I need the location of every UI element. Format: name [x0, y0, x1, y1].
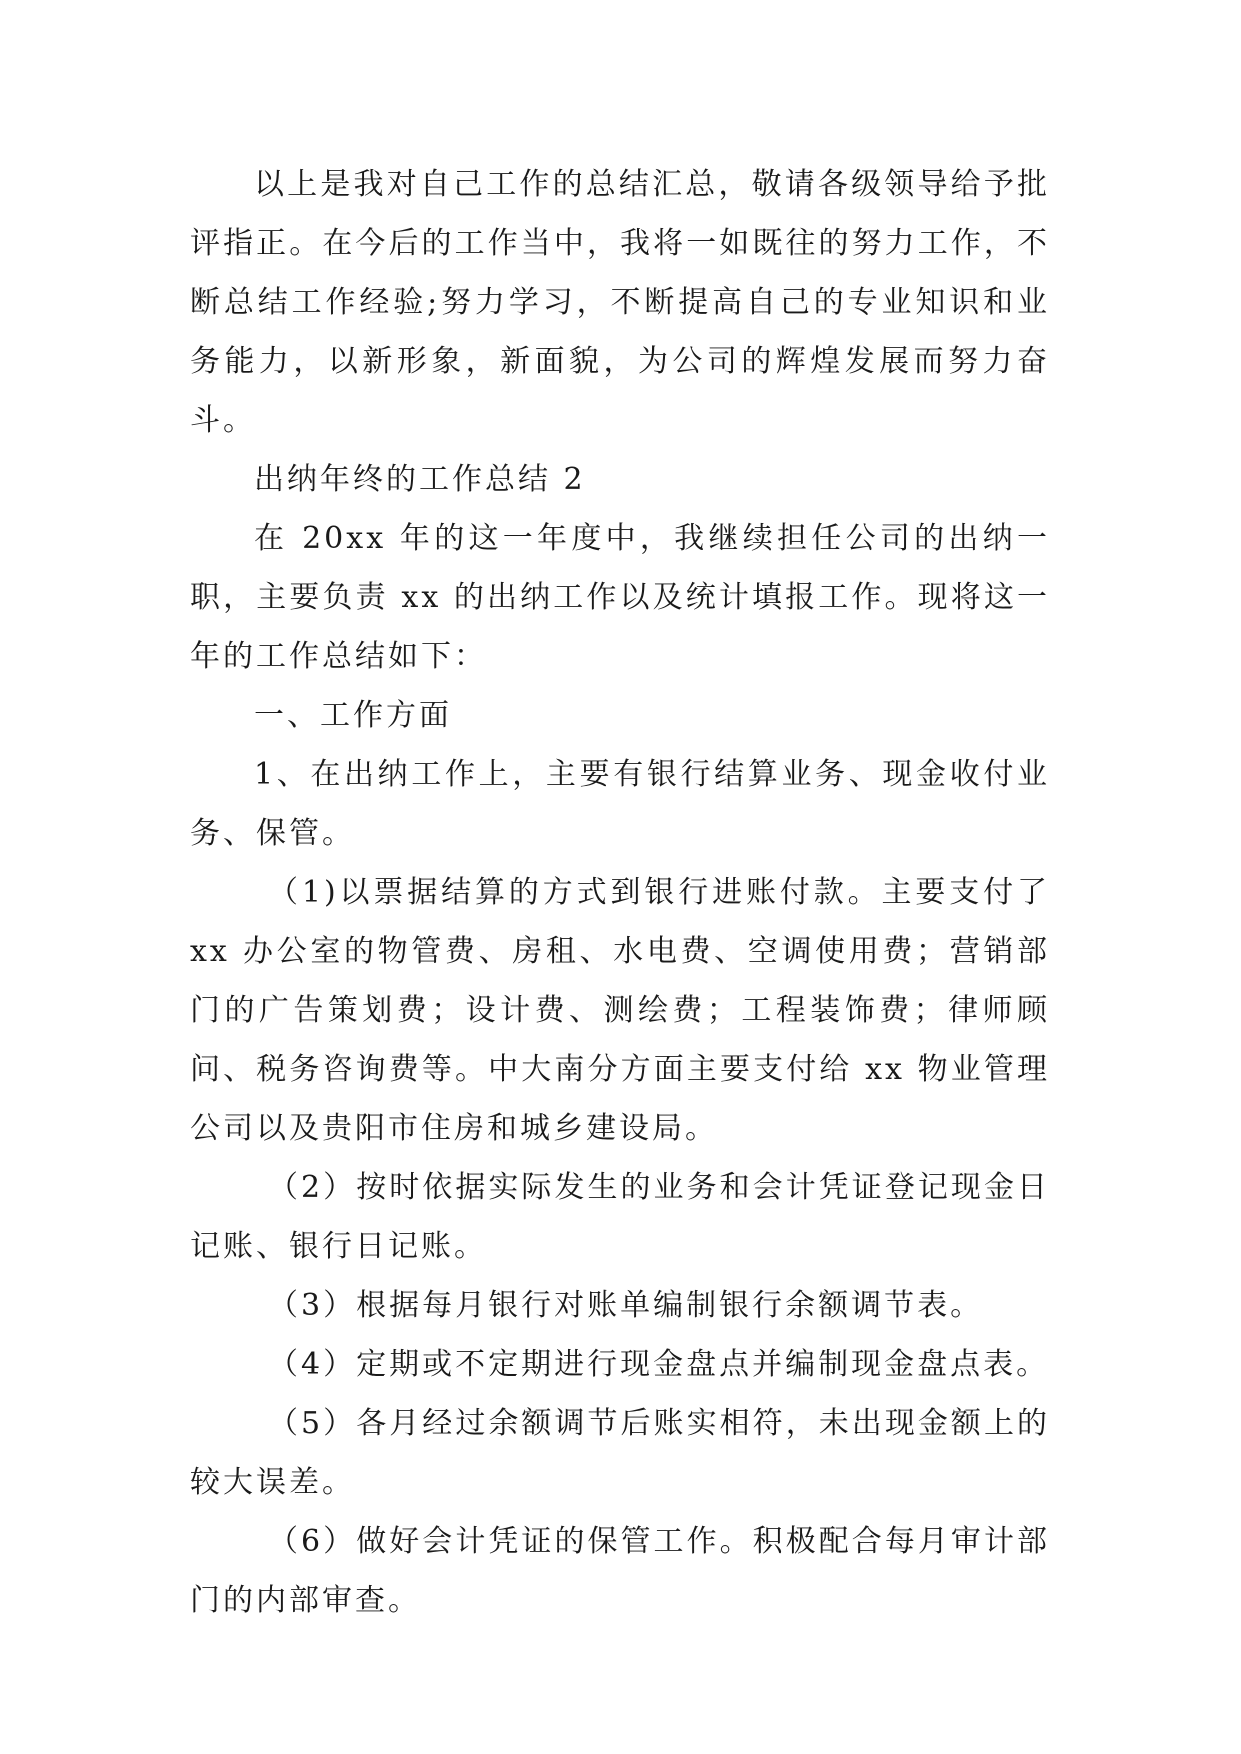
intro-paragraph: 在 20xx 年的这一年度中，我继续担任公司的出纳一职，主要负责 xx 的出纳工作以及统计填报工作。现将这一年的工作总结如下：: [190, 521, 1050, 674]
section-heading: 一、工作方面: [254, 698, 452, 733]
closing-paragraph: 以上是我对自己工作的总结汇总，敬请各级领导给予批评指正。在今后的工作当中，我将一如既往的努力工作，不断总结工作经验;努力学习，不断提高自己的专业知识和业务能力，以新形象，新面貌，为公司的辉煌发展而努力奋斗。: [190, 167, 1050, 438]
sub-item-5: （5）各月经过余额调节后账实相符，未出现金额上的较大误差。: [190, 1406, 1050, 1500]
sub-item-3: （3）根据每月银行对账单编制银行余额调节表。: [268, 1288, 984, 1323]
section-title: 出纳年终的工作总结 2: [254, 462, 586, 497]
sub-item-4: （4）定期或不定期进行现金盘点并编制现金盘点表。: [268, 1347, 1050, 1382]
sub-item-6: （6）做好会计凭证的保管工作。积极配合每月审计部门的内部审查。: [190, 1524, 1050, 1618]
sub-item-1: （1)以票据结算的方式到银行进账付款。主要支付了 xx 办公室的物管费、房租、水电费、空调使用费；营销部门的广告策划费；设计费、测绘费；工程装饰费；律师顾问、税务咨询费等。中大南分方面主要支付给 xx 物业管理公司以及贵阳市住房和城乡建设局。: [190, 875, 1050, 1146]
document-body: [190, 155, 1050, 1630]
sub-item-2: （2）按时依据实际发生的业务和会计凭证登记现金日记账、银行日记账。: [190, 1170, 1050, 1264]
list-item-1: 1、在出纳工作上，主要有银行结算业务、现金收付业务、保管。: [190, 757, 1050, 851]
